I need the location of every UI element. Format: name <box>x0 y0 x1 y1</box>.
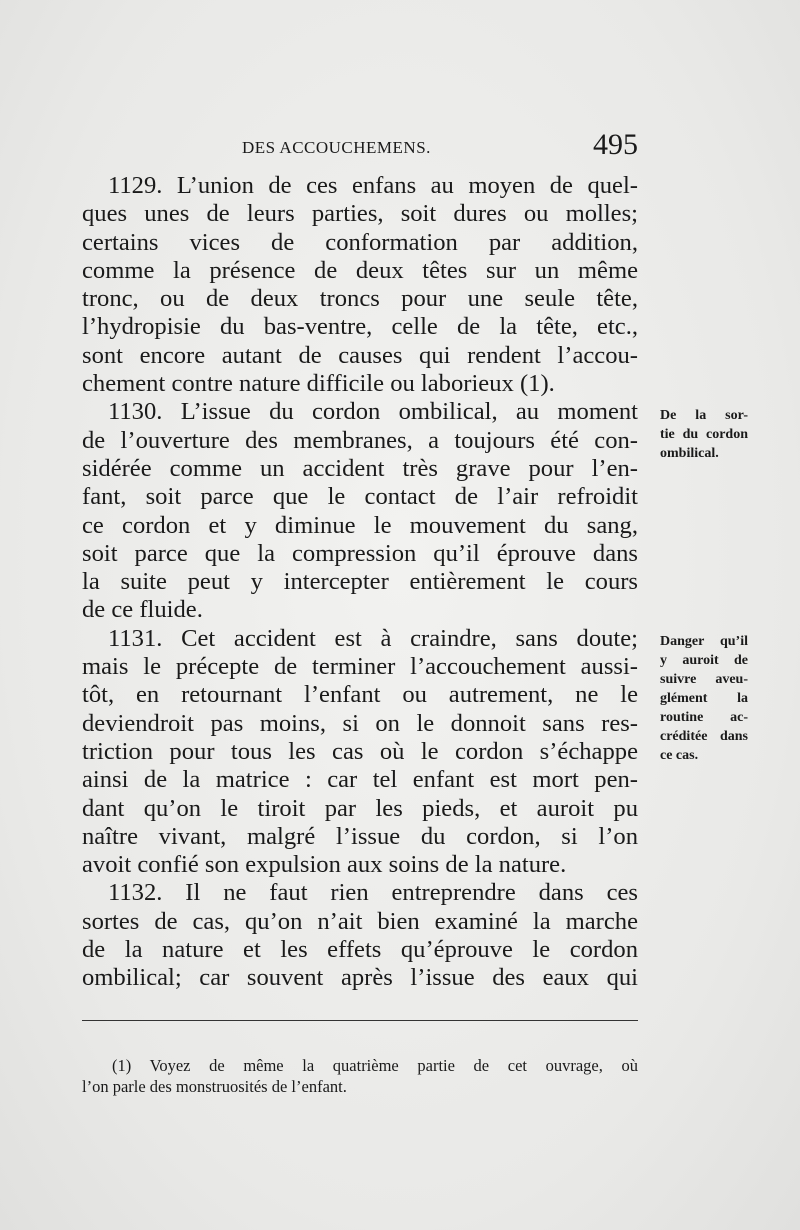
text-line: deviendroit pas moins, si on le donnoit sans res- <box>82 709 638 737</box>
margin-note-cordon <box>660 406 748 463</box>
footnote-line: (1) Voyez de même la quatrième partie de cet ouvrage, où <box>112 1056 638 1075</box>
text-line: ce cordon et y diminue le mouvement du sang, <box>82 511 638 539</box>
margin-note-line: suivre aveu- <box>660 672 748 687</box>
text-line: fant, soit parce que le contact de l’air refroidit <box>82 483 638 511</box>
text-line: avoit confié son expulsion aux soins de la nature. <box>82 851 567 879</box>
text-line: de ce fluide. <box>82 596 203 624</box>
text-line: 1130. L’issue du cordon ombilical, au moment <box>108 398 638 426</box>
text-line: naître vivant, malgré l’issue du cordon, si l’on <box>82 822 638 850</box>
text-line: tôt, en retournant l’enfant ou autrement, ne le <box>82 681 638 709</box>
text-line: ainsi de la matrice : car tel enfant est mort pen- <box>82 766 638 794</box>
text-line: de la nature et les effets qu’éprouve le cordon <box>82 936 638 964</box>
text-line: 1129. L’union de ces enfans au moyen de quel- <box>108 172 638 199</box>
text-line: comme la présence de deux têtes sur un même <box>82 256 638 284</box>
text-line: la suite peut y intercepter entièrement le cours <box>82 568 638 596</box>
text-line: ques unes de leurs parties, soit dures ou molles; <box>82 200 638 228</box>
text-line: triction pour tous les cas où le cordon s’échappe <box>82 737 638 765</box>
text-line: dant qu’on le tiroit par les pieds, et auroit pu <box>82 794 638 822</box>
paragraph-1131 <box>82 625 638 880</box>
text-line: 1131. Cet accident est à craindre, sans doute; <box>108 624 638 652</box>
text-line: de l’ouverture des membranes, a toujours été con- <box>82 426 638 454</box>
margin-note-line: ombilical. <box>660 446 719 461</box>
margin-note-line: y auroit de <box>660 653 748 668</box>
margin-note-line: De la sor- <box>660 408 748 423</box>
text-line: soit parce que la compression qu’il éprouve dans <box>82 539 638 567</box>
text-line: sidérée comme un accident très grave pour l’en- <box>82 454 638 482</box>
text-line: l’hydropisie du bas-ventre, celle de la tête, etc., <box>82 313 638 341</box>
margin-note-line: ce cas. <box>660 748 699 763</box>
margin-note-line: glément la <box>660 691 748 706</box>
text-line: mais le précepte de terminer l’accouchement aussi- <box>82 653 638 681</box>
text-line: tronc, ou de deux troncs pour une seule tête, <box>82 285 638 313</box>
paragraph-1130 <box>82 398 638 624</box>
text-line: ombilical; car souvent après l’issue des eaux qui <box>82 964 638 992</box>
text-line: chement contre nature difficile ou laborieux (1). <box>82 370 555 398</box>
paragraph-1129 <box>82 172 638 398</box>
margin-note-line: tie du cordon <box>660 427 748 442</box>
footnote-rule <box>82 1020 638 1021</box>
footnote <box>82 1055 638 1097</box>
margin-note-line: routine ac- <box>660 710 748 725</box>
page-header <box>82 128 638 170</box>
body-text <box>82 172 638 993</box>
text-line: certains vices de conformation par addition, <box>82 228 638 256</box>
margin-note-danger <box>660 632 748 765</box>
paragraph-1132 <box>82 879 638 992</box>
text-line: sortes de cas, qu’on n’ait bien examiné la marche <box>82 907 638 935</box>
margin-note-line: Danger qu’il <box>660 634 748 649</box>
page-number: 495 <box>593 128 638 161</box>
text-line: sont encore autant de causes qui rendent l’accou- <box>82 341 638 369</box>
text-line: 1132. Il ne faut rien entreprendre dans ces <box>108 879 638 907</box>
footnote-line: l’on parle des monstruosités de l’enfant. <box>82 1077 347 1096</box>
running-head: DES ACCOUCHEMENS. <box>242 138 431 157</box>
margin-note-line: créditée dans <box>660 729 748 744</box>
